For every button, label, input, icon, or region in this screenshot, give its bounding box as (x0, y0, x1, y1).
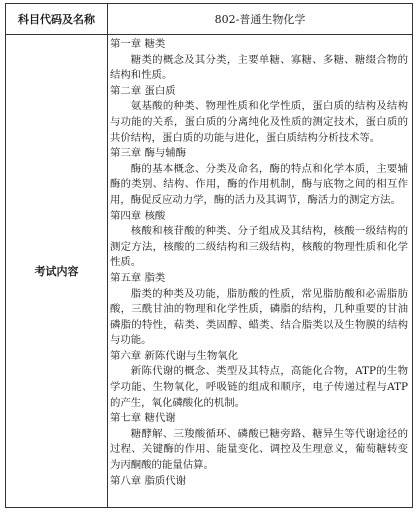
chapter-title: 第一章 糖类 (110, 38, 166, 50)
chapter-title: 第七章 糖代谢 (110, 412, 176, 425)
subject-row (6, 4, 412, 35)
subject-code-label: 科目代码及名称 (6, 4, 108, 34)
chapter-description: 糖酵解、三羧酸循环、磷酸已糖旁路、糖异生等代谢途径的过程、关键酶的作用、能量变化、调控及生理意义，葡萄糖转变为丙酮酸的能量估算。 (110, 427, 408, 472)
chapter-description: 脂类的种类及功能，脂肪酸的性质，常见脂肪酸和必需脂肪酸，三酰甘油的物理和化学性质，磷脂的结构，几种重要的甘油磷脂的特性，萜类、类固醇、蜡类、结合脂类以及生物膜的结构与功能。 (110, 287, 408, 347)
chapter-title: 第四章 核酸 (110, 209, 166, 222)
exam-syllabus-table (5, 3, 413, 508)
chapter-description: 新陈代谢的概念、类型及其特点，高能化合物，ATP的生物学功能、生物氧化，呼吸链的组成和顺序，电子传递过程与ATP的产生，氧化磷酸化的机制。 (110, 365, 408, 409)
exam-content-label: 考试内容 (6, 35, 108, 507)
content-row (6, 35, 412, 507)
chapter-description: 酶的基本概念、分类及命名，酶的特点和化学本质，主要辅酶的类别、结构、作用，酶的作用机制，酶与底物之间的相互作用，酶促反应动力学，酶的活力及其调节，酶活力的测定方法。 (110, 162, 408, 206)
chapter-description: 核酸和核苷酸的种类、分子组成及其结构，核酸一级结构的测定方法，核酸的二级结构和三级结构，核酸的物理性质和化学性质。 (110, 225, 408, 269)
chapter-description: 氨基酸的种类、物理性质和化学性质，蛋白质的结构及结构与功能的关系，蛋白质的分离纯化及性质的测定技术，蛋白质的共价结构，蛋白质的功能与进化，蛋白质结构分析技术等。 (110, 100, 408, 144)
chapter-title: 第二章 蛋白质 (110, 84, 176, 97)
subject-code-value: 802-普通生物化学 (214, 13, 306, 26)
chapter-title: 第三章 酶与辅酶 (110, 147, 187, 160)
chapter-title: 第六章 新陈代谢与生物氧化 (110, 349, 238, 362)
chapter-title: 第八章 脂质代谢 (110, 474, 187, 487)
chapter-title: 第五章 脂类 (110, 271, 166, 284)
chapter-list (110, 37, 408, 505)
chapter-description: 糖类的概念及其分类，主要单糖、寡糖、多糖、糖缀合物的结构和性质。 (110, 53, 408, 82)
